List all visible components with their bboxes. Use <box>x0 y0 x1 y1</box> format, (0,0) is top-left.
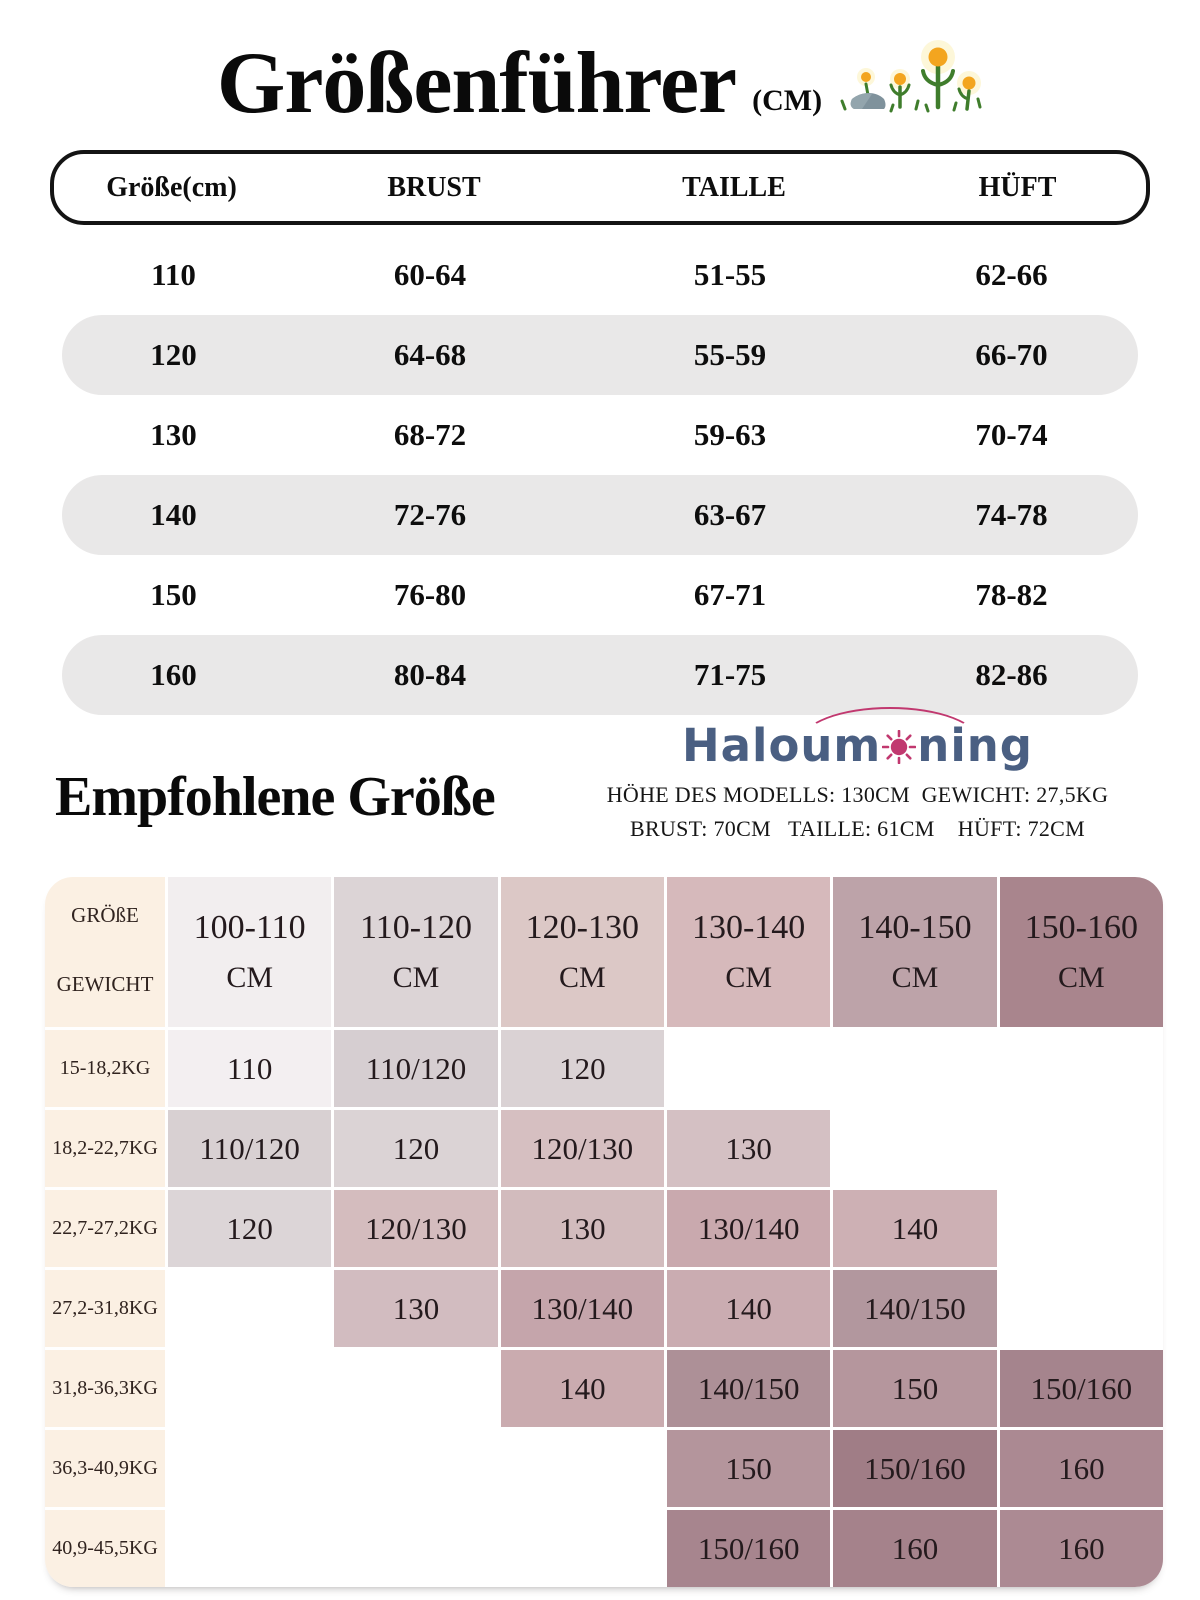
matrix-cell: 160 <box>1000 1430 1163 1507</box>
size-table-row <box>62 635 1138 715</box>
col-header-hueft: HÜFT <box>978 171 1057 203</box>
matrix-cell: 120 <box>168 1190 331 1267</box>
matrix-col-header: 100-110 CM <box>168 877 331 1027</box>
size-table-row <box>62 315 1138 395</box>
matrix-cell <box>334 1430 497 1507</box>
matrix-col-header: 150-160 CM <box>1000 877 1163 1027</box>
matrix-cell <box>334 1510 497 1587</box>
matrix-cell: 160 <box>833 1510 996 1587</box>
matrix-row-label: 31,8-36,3KG <box>45 1350 165 1427</box>
matrix-cell: 120/130 <box>501 1110 664 1187</box>
cell-taille: 55-59 <box>693 337 767 372</box>
matrix-cell <box>501 1430 664 1507</box>
cell-brust: 60-64 <box>393 257 467 292</box>
cell-brust: 76-80 <box>393 577 467 612</box>
cell-hueft: 66-70 <box>975 337 1048 372</box>
matrix-cell <box>667 1030 830 1107</box>
cell-taille: 67-71 <box>693 577 767 612</box>
matrix-cell <box>1000 1190 1163 1267</box>
matrix-cell: 130 <box>667 1110 830 1187</box>
cell-size: 140 <box>150 497 197 532</box>
col-header-taille: TAILLE <box>682 171 786 203</box>
matrix-cell: 130/140 <box>667 1190 830 1267</box>
col-header-size: Größe(cm) <box>106 171 237 203</box>
recommend-title: Empfohlene Größe <box>55 766 495 828</box>
matrix-cell <box>168 1510 331 1587</box>
cell-hueft: 70-74 <box>975 417 1048 452</box>
cell-brust: 72-76 <box>393 497 467 532</box>
model-info-line2: BRUST: 70CM TAILLE: 61CM HÜFT: 72CM <box>629 815 1086 841</box>
size-table-row <box>62 235 1138 315</box>
cell-brust: 64-68 <box>393 337 467 372</box>
sun-icon <box>882 724 916 774</box>
brand-block <box>570 721 1145 842</box>
matrix-cell <box>334 1350 497 1427</box>
matrix-cell: 150 <box>833 1350 996 1427</box>
logo-letters: um <box>800 719 882 772</box>
flowers-icon <box>838 37 983 126</box>
matrix-cell: 140 <box>667 1270 830 1347</box>
cell-hueft: 62-66 <box>975 257 1048 292</box>
matrix-row-label: 40,9-45,5KG <box>45 1510 165 1587</box>
matrix-cell: 120/130 <box>334 1190 497 1267</box>
matrix-cell: 130 <box>501 1190 664 1267</box>
cell-hueft: 82-86 <box>975 657 1048 692</box>
matrix-cell <box>168 1270 331 1347</box>
matrix-cell: 150/160 <box>833 1430 996 1507</box>
cell-size: 130 <box>150 417 197 452</box>
matrix-cell: 130 <box>334 1270 497 1347</box>
matrix-cell: 110/120 <box>168 1110 331 1187</box>
col-header-brust: BRUST <box>387 171 481 203</box>
recommend-matrix <box>45 877 1163 1587</box>
matrix-cell <box>833 1110 996 1187</box>
matrix-cell: 120 <box>334 1110 497 1187</box>
matrix-row-label: 15-18,2KG <box>45 1030 165 1107</box>
page-title: Größenführer <box>216 35 737 132</box>
cell-size: 150 <box>150 577 197 612</box>
matrix-cell <box>1000 1270 1163 1347</box>
cell-brust: 80-84 <box>393 657 467 692</box>
matrix-cell: 150/160 <box>667 1510 830 1587</box>
matrix-cell: 140 <box>833 1190 996 1267</box>
page-header <box>0 0 1200 132</box>
logo-letter-h: H <box>681 719 721 772</box>
size-table-row <box>62 395 1138 475</box>
matrix-cell: 160 <box>1000 1510 1163 1587</box>
matrix-cell <box>1000 1110 1163 1187</box>
matrix-cell: 150/160 <box>1000 1350 1163 1427</box>
cell-taille: 51-55 <box>693 257 767 292</box>
size-table-row <box>62 555 1138 635</box>
cell-taille: 71-75 <box>693 657 767 692</box>
matrix-col-header: 130-140 CM <box>667 877 830 1027</box>
matrix-cell: 140/150 <box>667 1350 830 1427</box>
recommend-section <box>55 721 1145 869</box>
matrix-cell: 150 <box>667 1430 830 1507</box>
cell-taille: 59-63 <box>693 417 767 452</box>
matrix-cell: 110/120 <box>334 1030 497 1107</box>
logo-letters: ning <box>917 719 1034 772</box>
matrix-col-header: 110-120 CM <box>334 877 497 1027</box>
matrix-cell <box>1000 1030 1163 1107</box>
size-table-body <box>0 235 1200 715</box>
matrix-cell <box>168 1350 331 1427</box>
cell-size: 120 <box>150 337 197 372</box>
matrix-row-label: 18,2-22,7KG <box>45 1110 165 1187</box>
cell-hueft: 74-78 <box>975 497 1048 532</box>
logo-letters: al <box>720 719 769 772</box>
cell-taille: 63-67 <box>693 497 767 532</box>
matrix-cell <box>168 1430 331 1507</box>
matrix-cell: 110 <box>168 1030 331 1107</box>
title-unit: (CM) <box>752 84 823 117</box>
cell-size: 160 <box>150 657 197 692</box>
cell-size: 110 <box>151 257 196 292</box>
matrix-cell: 140 <box>501 1350 664 1427</box>
matrix-cell: 130/140 <box>501 1270 664 1347</box>
matrix-cell <box>501 1510 664 1587</box>
corner-label-size: GRÖßE <box>71 903 139 927</box>
corner-label-weight: GEWICHT <box>56 972 154 996</box>
model-info-line1: HÖHE DES MODELLS: 130CM GEWICHT: 27,5KG <box>606 781 1109 807</box>
matrix-row-label: 36,3-40,9KG <box>45 1430 165 1507</box>
matrix-col-header: 140-150 CM <box>833 877 996 1027</box>
logo-dotted-o: o <box>768 719 801 772</box>
matrix-cell <box>833 1030 996 1107</box>
cell-brust: 68-72 <box>393 417 467 452</box>
size-table-header <box>50 150 1150 225</box>
cell-hueft: 78-82 <box>975 577 1048 612</box>
size-table-row <box>62 475 1138 555</box>
matrix-row-label: 22,7-27,2KG <box>45 1190 165 1267</box>
matrix-col-header: 120-130 CM <box>501 877 664 1027</box>
matrix-corner-cell <box>45 877 165 1027</box>
brand-logo <box>682 721 1033 774</box>
matrix-cell: 120 <box>501 1030 664 1107</box>
matrix-row-label: 27,2-31,8KG <box>45 1270 165 1347</box>
matrix-cell: 140/150 <box>833 1270 996 1347</box>
